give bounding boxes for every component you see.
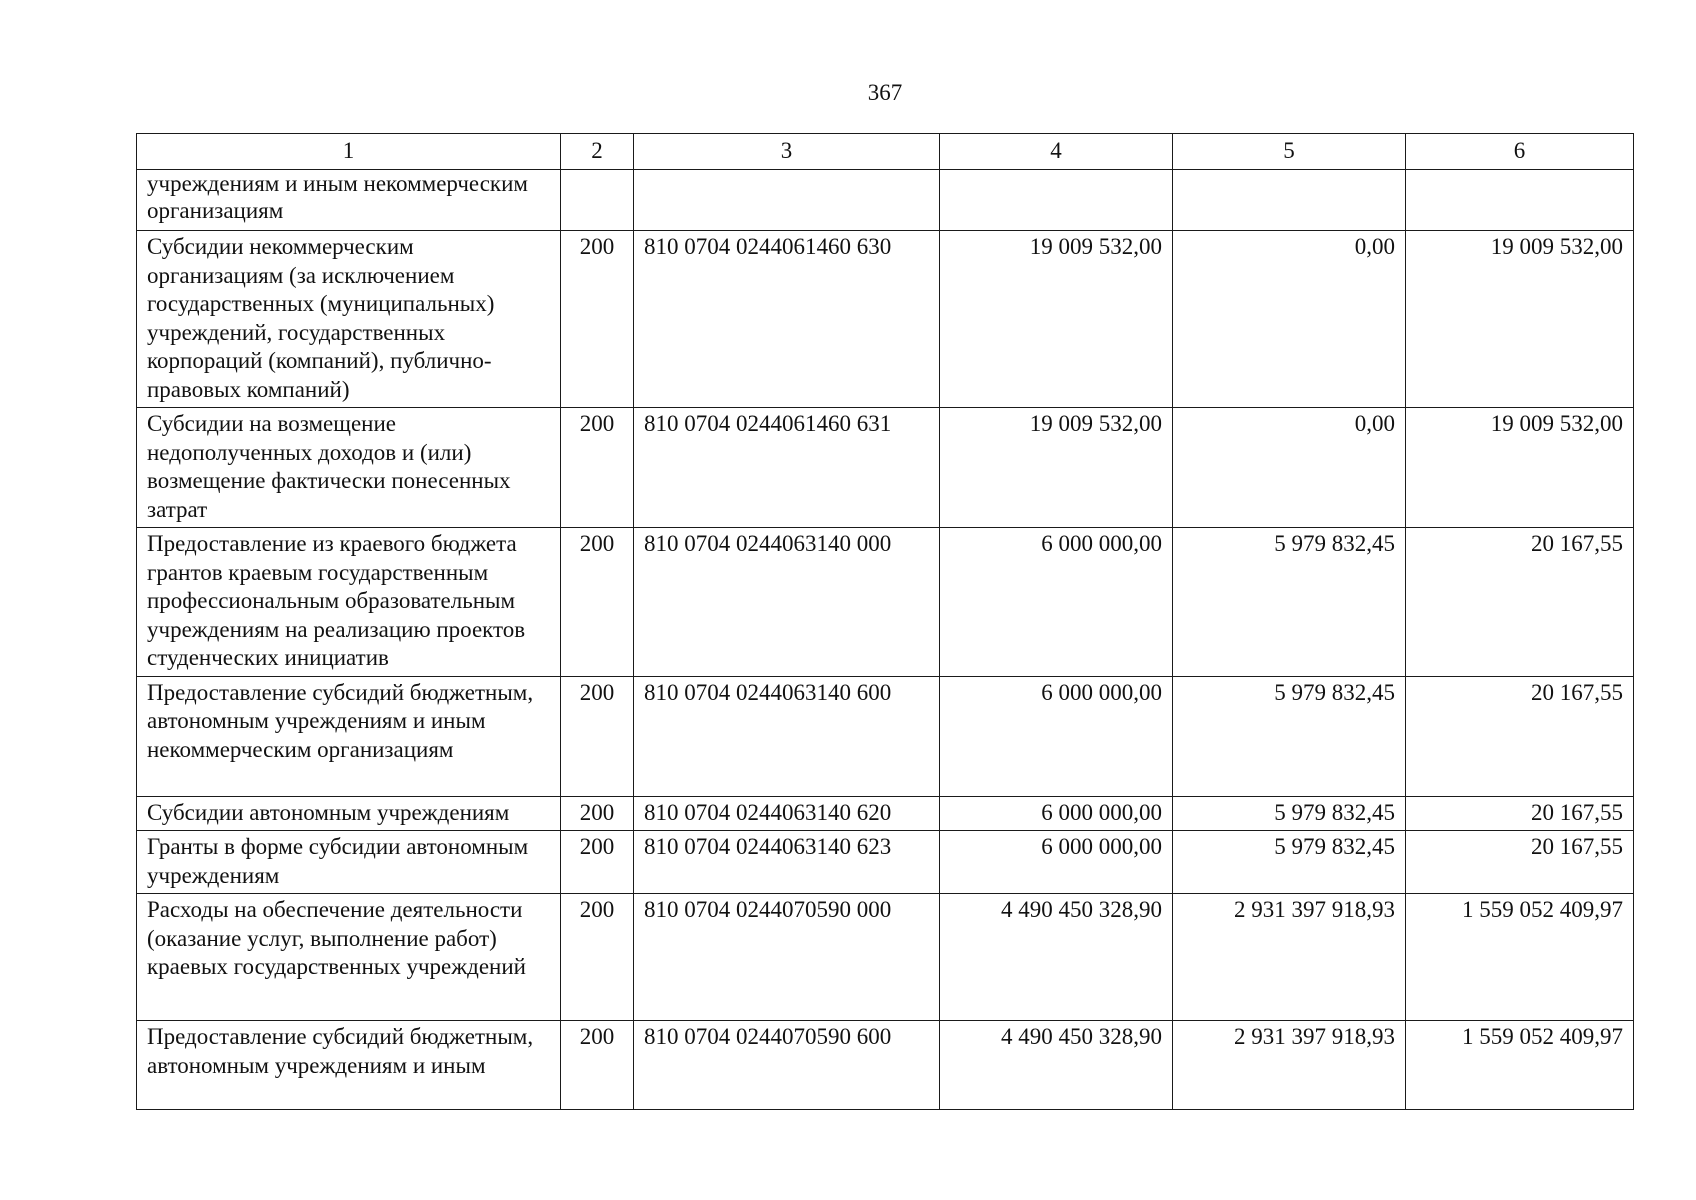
row-kbk-cell: 810 0704 0244063140 600 bbox=[634, 676, 940, 796]
row-kbk-cell: 810 0704 0244070590 000 bbox=[634, 894, 940, 1021]
page-number: 367 bbox=[867, 80, 903, 105]
row-name-cell: Предоставление субсидий бюджетным, автономным учреждениям и иным bbox=[137, 1021, 561, 1110]
row-code-cell: 200 bbox=[561, 1021, 634, 1110]
row-code-cell: 200 bbox=[561, 676, 634, 796]
table-header-row bbox=[137, 134, 1634, 170]
row-remainder-cell: 1 559 052 409,97 bbox=[1406, 1021, 1634, 1110]
row-name-cell: Предоставление из краевого бюджета грантов краевым государственным профессиональным образовательным учреждениям на реализацию проектов студенческих инициатив bbox=[137, 528, 561, 677]
row-name-cell: Гранты в форме субсидии автономным учреждениям bbox=[137, 831, 561, 894]
row-code-cell: 200 bbox=[561, 831, 634, 894]
row-name-cell: учреждениям и иным некоммерческим организациям bbox=[137, 170, 561, 231]
row-kbk-cell: 810 0704 0244063140 623 bbox=[634, 831, 940, 894]
row-approved-cell: 4 490 450 328,90 bbox=[940, 1021, 1173, 1110]
row-approved-cell: 6 000 000,00 bbox=[940, 676, 1173, 796]
table-row bbox=[137, 676, 1634, 796]
row-remainder-cell: 20 167,55 bbox=[1406, 676, 1634, 796]
column-header-4: 4 bbox=[940, 134, 1173, 170]
row-name-cell: Субсидии автономным учреждениям bbox=[137, 796, 561, 831]
table-row bbox=[137, 796, 1634, 831]
row-approved-cell: 19 009 532,00 bbox=[940, 231, 1173, 408]
row-remainder-cell: 19 009 532,00 bbox=[1406, 408, 1634, 528]
row-remainder-cell: 20 167,55 bbox=[1406, 796, 1634, 831]
row-executed-cell: 2 931 397 918,93 bbox=[1173, 894, 1406, 1021]
row-code-cell: 200 bbox=[561, 528, 634, 677]
table-row bbox=[137, 1021, 1634, 1110]
row-executed-cell: 5 979 832,45 bbox=[1173, 831, 1406, 894]
table-row bbox=[137, 231, 1634, 408]
row-code-cell: 200 bbox=[561, 894, 634, 1021]
row-remainder-cell: 20 167,55 bbox=[1406, 528, 1634, 677]
row-executed-cell: 5 979 832,45 bbox=[1173, 676, 1406, 796]
row-approved-cell: 6 000 000,00 bbox=[940, 528, 1173, 677]
row-name-cell: Расходы на обеспечение деятельности (оказание услуг, выполнение работ) краевых государственных учреждений bbox=[137, 894, 561, 1021]
row-executed-cell: 0,00 bbox=[1173, 408, 1406, 528]
row-approved-cell: 4 490 450 328,90 bbox=[940, 894, 1173, 1021]
column-header-1: 1 bbox=[137, 134, 561, 170]
column-header-3: 3 bbox=[634, 134, 940, 170]
row-code-cell: 200 bbox=[561, 408, 634, 528]
row-name-cell: Субсидии на возмещение недополученных доходов и (или) возмещение фактически понесенных затрат bbox=[137, 408, 561, 528]
table-row bbox=[137, 894, 1634, 1021]
row-executed-cell bbox=[1173, 170, 1406, 231]
row-executed-cell: 0,00 bbox=[1173, 231, 1406, 408]
row-kbk-cell bbox=[634, 170, 940, 231]
row-remainder-cell bbox=[1406, 170, 1634, 231]
column-header-2: 2 bbox=[561, 134, 634, 170]
row-executed-cell: 5 979 832,45 bbox=[1173, 796, 1406, 831]
row-approved-cell: 6 000 000,00 bbox=[940, 796, 1173, 831]
row-remainder-cell: 19 009 532,00 bbox=[1406, 231, 1634, 408]
row-name-cell: Предоставление субсидий бюджетным, автономным учреждениям и иным некоммерческим организациям bbox=[137, 676, 561, 796]
table-row bbox=[137, 170, 1634, 231]
row-kbk-cell: 810 0704 0244063140 620 bbox=[634, 796, 940, 831]
table-row bbox=[137, 408, 1634, 528]
table-row bbox=[137, 831, 1634, 894]
row-name-cell: Субсидии некоммерческим организациям (за исключением государственных (муниципальных) учреждений, государственных корпораций (компаний), публично-правовых компаний) bbox=[137, 231, 561, 408]
row-remainder-cell: 1 559 052 409,97 bbox=[1406, 894, 1634, 1021]
row-approved-cell bbox=[940, 170, 1173, 231]
budget-execution-table bbox=[136, 133, 1634, 1110]
table-row bbox=[137, 528, 1634, 677]
row-code-cell: 200 bbox=[561, 231, 634, 408]
column-header-5: 5 bbox=[1173, 134, 1406, 170]
row-executed-cell: 5 979 832,45 bbox=[1173, 528, 1406, 677]
row-code-cell bbox=[561, 170, 634, 231]
row-kbk-cell: 810 0704 0244061460 630 bbox=[634, 231, 940, 408]
row-kbk-cell: 810 0704 0244061460 631 bbox=[634, 408, 940, 528]
column-header-6: 6 bbox=[1406, 134, 1634, 170]
row-code-cell: 200 bbox=[561, 796, 634, 831]
row-executed-cell: 2 931 397 918,93 bbox=[1173, 1021, 1406, 1110]
row-approved-cell: 6 000 000,00 bbox=[940, 831, 1173, 894]
row-approved-cell: 19 009 532,00 bbox=[940, 408, 1173, 528]
row-kbk-cell: 810 0704 0244063140 000 bbox=[634, 528, 940, 677]
row-kbk-cell: 810 0704 0244070590 600 bbox=[634, 1021, 940, 1110]
row-remainder-cell: 20 167,55 bbox=[1406, 831, 1634, 894]
